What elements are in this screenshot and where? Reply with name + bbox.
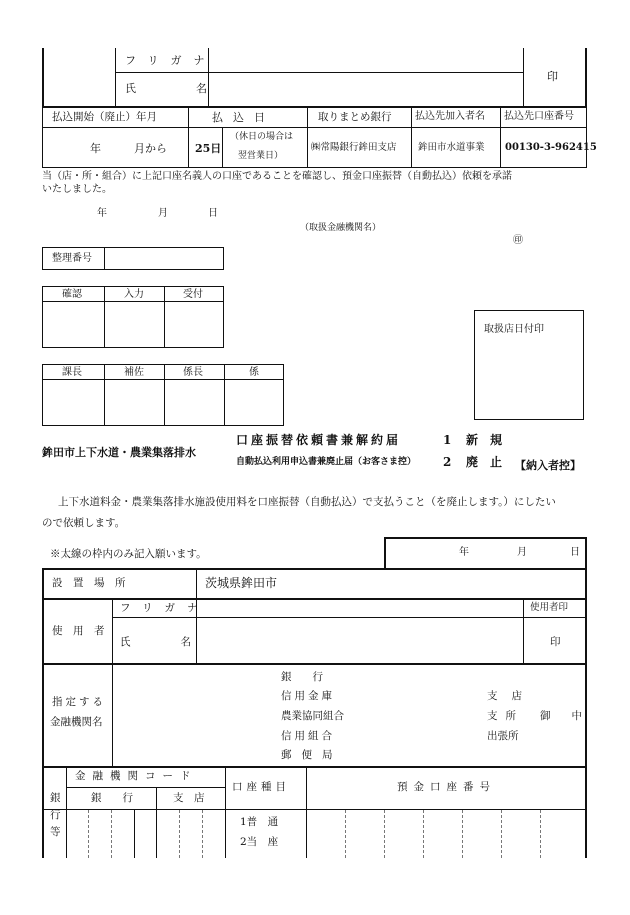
copy-label: 【納入者控】 <box>515 459 581 472</box>
seal-label: 印 <box>547 70 558 83</box>
approval-assistant: 補佐 <box>124 367 144 378</box>
fin-code-label: 金融機関コード <box>75 770 198 782</box>
form-title: 口座振替依頼書兼解約届 <box>236 433 402 447</box>
ref-number-label: 整理番号 <box>52 253 92 264</box>
furigana-input[interactable] <box>208 48 523 72</box>
onchu: 御 中 <box>540 710 582 722</box>
lower-date-month: 月 <box>517 547 527 558</box>
bank-name: ㈱常陽銀行鉾田支店 <box>311 142 397 153</box>
account-type-label: 口座種目 <box>232 781 290 793</box>
user-label: 使 用 者 <box>52 625 105 637</box>
branch-col-label: 支 店 <box>173 792 205 804</box>
check-receive: 受付 <box>183 289 203 300</box>
institution-label-1: 指定する <box>52 696 106 708</box>
inst-type-shinkumi[interactable]: 信用組合 <box>281 730 335 742</box>
user-name-label: 氏 名 <box>120 636 191 648</box>
date-year: 年 <box>97 208 107 219</box>
account-type-ordinary[interactable]: 1普 通 <box>240 816 279 828</box>
col-header-account: 払込先口座番号 <box>504 111 574 122</box>
col-header-payee: 払込先加入者名 <box>415 111 485 122</box>
name-input[interactable] <box>208 72 523 106</box>
date-month: 月 <box>158 208 168 219</box>
col-header-start: 払込開始（廃止）年月 <box>52 111 157 123</box>
institution-label-2: 金融機関名 <box>50 716 103 728</box>
institution-name-label: （取扱金融機関名） <box>300 223 382 233</box>
name-label: 氏 名 <box>125 82 207 95</box>
account-number-input[interactable] <box>307 810 584 857</box>
check-confirm: 確認 <box>62 289 82 300</box>
account-number: 00130-3-962415 <box>505 142 597 153</box>
confirm-text-2: いたしました。 <box>42 184 112 195</box>
inst-type-post[interactable]: 郵便局 <box>281 749 343 761</box>
option-2-num: 2 <box>443 455 452 469</box>
user-furigana-label: フリガナ <box>120 602 210 614</box>
body-text-1: 上下水道料金・農業集落排水施設使用料を口座振替（自動払込）で支払うこと（を廃止します。）にしたい <box>58 496 556 508</box>
branch-type-shuchojo[interactable]: 出張所 <box>487 730 519 742</box>
furigana-label: フリガナ <box>125 54 217 67</box>
inst-type-shinkin[interactable]: 信用金庫 <box>281 690 335 702</box>
user-seal: 印 <box>550 636 561 648</box>
bank-col-label: 銀 行 <box>91 792 133 804</box>
approval-chief: 係長 <box>183 367 203 378</box>
account-type-current[interactable]: 2当 座 <box>240 836 279 848</box>
inst-type-bank[interactable]: 銀 行 <box>281 671 323 683</box>
pay-day-note-2: 翌営業日） <box>238 151 284 161</box>
bank-etc-label: 銀行等 <box>50 792 61 838</box>
handling-stamp-label: 取扱店日付印 <box>484 324 544 335</box>
lower-date-day: 日 <box>570 547 580 558</box>
body-text-2: ので依頼します。 <box>42 517 126 529</box>
branch-code-input[interactable] <box>157 810 224 857</box>
pay-day: 25日 <box>195 142 222 155</box>
approval-manager: 課長 <box>62 367 82 378</box>
account-number-label: 預金口座番号 <box>397 781 496 793</box>
col-header-bank: 取りまとめ銀行 <box>318 111 392 123</box>
seal-mark: ㊞ <box>513 235 523 246</box>
institution-name-input[interactable] <box>114 665 274 765</box>
col-header-payday: 払込日 <box>212 111 275 124</box>
pay-day-note-1: （休日の場合は <box>230 132 294 142</box>
confirm-text-1: 当（店・所・組合）に上記口座名義人の口座であることを確認し、預金口座振替（自動払込）依頼を承諾 <box>42 171 512 182</box>
note: ※太線の枠内のみ記入願います。 <box>50 548 207 560</box>
user-seal-label: 使用者印 <box>530 602 569 613</box>
payee-name: 鉾田市水道事業 <box>418 142 485 153</box>
option-2-label[interactable]: 廃 止 <box>466 455 503 469</box>
branch-type-shiten[interactable]: 支店 <box>487 690 536 702</box>
approval-staff: 係 <box>249 367 259 378</box>
branch-type-shisho[interactable]: 支所 <box>487 710 524 722</box>
inst-type-ja[interactable]: 農業協同組合 <box>281 710 344 722</box>
form-subtitle: 自動払込利用申込書兼廃止届（お客さま控） <box>236 457 417 467</box>
user-name-input[interactable] <box>197 618 522 662</box>
bank-code-input[interactable] <box>67 810 155 857</box>
ref-number-input[interactable] <box>105 248 223 269</box>
user-furigana-input[interactable] <box>197 600 522 616</box>
city-department: 鉾田市上下水道・農業集落排水 <box>42 446 196 459</box>
install-place-label: 設 置 場 所 <box>52 577 126 589</box>
date-day: 日 <box>208 208 218 219</box>
option-1-num: 1 <box>443 433 452 447</box>
install-place-value[interactable]: 茨城県鉾田市 <box>205 576 278 590</box>
option-1-label[interactable]: 新 規 <box>466 433 503 447</box>
check-input: 入力 <box>124 289 144 300</box>
start-year-month[interactable]: 年 月から <box>90 142 167 155</box>
lower-date-year: 年 <box>459 547 469 558</box>
